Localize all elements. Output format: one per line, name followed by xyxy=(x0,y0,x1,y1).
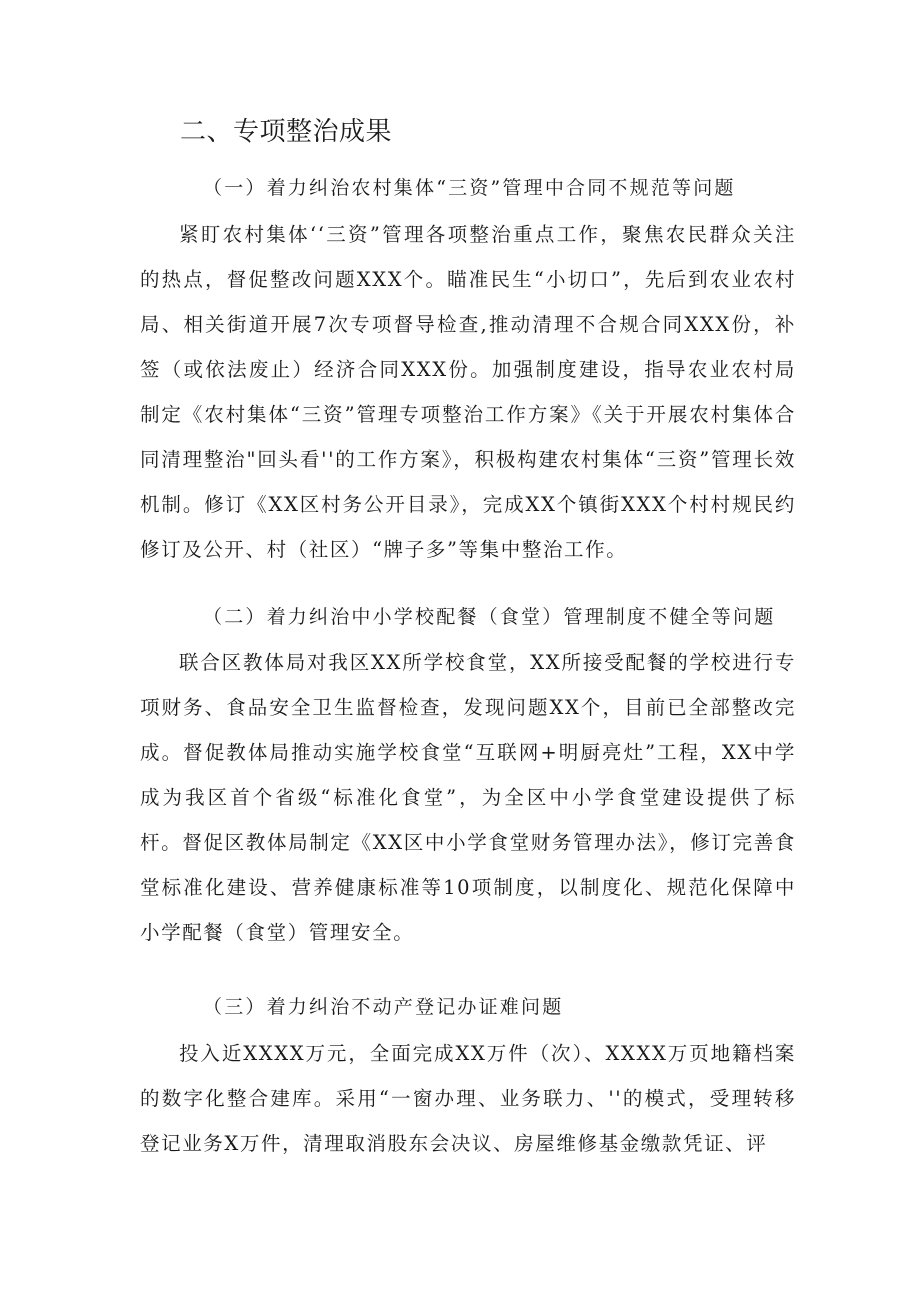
subsection-body-2: 联合区教体局对我区XX所学校食堂，XX所接受配餐的学校进行专项财务、食品安全卫生监督检查，发现问题XX个，目前已全部整改完成。督促教体局推动实施学校食堂“互联网+明厨亮灶”工程，XX中学成为我区首个省级“标准化食堂”，为全区中小学食堂建设提供了标杆。督促区教体局制定《XX区中小学食堂财务管理办法》，修订完善食堂标准化建设、营养健康标准等10项制度，以制度化、规范化保障中小学配餐（食堂）管理安全。 xyxy=(140,651,796,944)
subsection-body-3: 投入近XXXX万元，全面完成XX万件（次）、XXXX万页地籍档案的数字化整合建库。采用“一窗办理、业务联力、''的模式，受理转移登记业务X万件，清理取消股东会决议、房屋维修基金缴款凭证、评 xyxy=(140,1042,796,1155)
subsection-title-1: （一）着力纠治农村集体“三资”管理中合同不规范等问题 xyxy=(203,177,736,199)
subsection-title-3: （三）着力纠治不动产登记办证难问题 xyxy=(203,996,564,1018)
section-heading: 二、专项整治成果 xyxy=(180,117,393,147)
subsection-title-2: （二）着力纠治中小学校配餐（食堂）管理制度不健全等问题 xyxy=(203,606,776,628)
subsection-body-1: 紧盯农村集体‘‘三资”管理各项整治重点工作，聚焦农民群众关注的热点，督促整改问题XXX个。瞄准民生“小切口”，先后到农业农村局、相关街道开展7次专项督导检查,推动清理不合规合同XXX份，补签（或依法废止）经济合同XXX份。加强制度建设，指导农业农村局制定《农村集体“三资”管理专项整治工作方案》《关于开展农村集体合同清理整治"回头看''的工作方案》，积极构建农村集体“三资”管理长效机制。修订《XX区村务公开目录》，完成XX个镇街XXX个村村规民约修订及公开、村（社区）“牌子多”等集中整治工作。 xyxy=(140,223,796,561)
